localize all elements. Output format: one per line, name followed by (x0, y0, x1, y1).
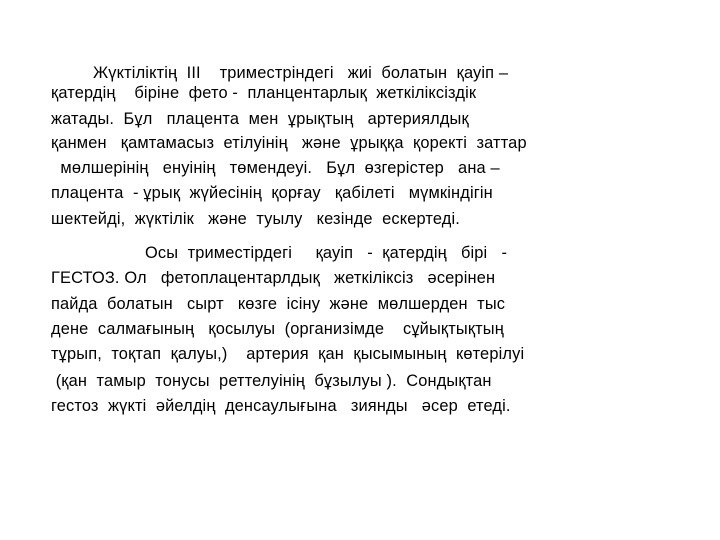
paragraph-2-line-2: ГЕСТОЗ. Ол фетоплацентарлдық жеткіліксіз әсерінен (51, 269, 496, 287)
paragraph-2-line-5: тұрып, тоқтап қалуы,) артерия қан қысымының көтерілуі (51, 345, 525, 363)
paragraph-1-line-4: қанмен қамтамасыз етілуінің және ұрыққа қоректі заттар (51, 134, 527, 152)
paragraph-1-line-7: шектейді, жүктілік және туылу кезінде ескертеді. (51, 210, 460, 228)
paragraph-2-line-4: дене салмағының қосылуы (организімде сұйықтықтың (51, 320, 504, 338)
paragraph-2-line-1: Осы триместірдегі қауіп - қатердің бірі - (145, 244, 508, 262)
paragraph-2-line-6: (қан тамыр тонусы реттелуінің бұзылуы ). Сондықтан (51, 372, 492, 390)
paragraph-1-line-3: жатады. Бұл плацента мен ұрықтың артериялдық (51, 110, 469, 128)
paragraph-1-line-1: Жүктіліктің ІІІ триместріндегі жиі болатын қауіп – (93, 64, 509, 82)
paragraph-1-line-5: мөлшерінің енуінің төмендеуі. Бұл өзгерістер ана – (51, 159, 500, 177)
paragraph-1-line-2: қатердің біріне фето - планцентарлық жеткіліксіздік (51, 84, 477, 102)
paragraph-2-line-3: пайда болатын сырт көзге ісіну және мөлшерден тыс (51, 295, 506, 313)
paragraph-1-line-6: плацента - ұрық жүйесінің қорғау қабілеті мүмкіндігін (51, 184, 493, 202)
paragraph-2-line-7: гестоз жүкті әйелдің денсаулығына зиянды әсер етеді. (51, 397, 511, 415)
